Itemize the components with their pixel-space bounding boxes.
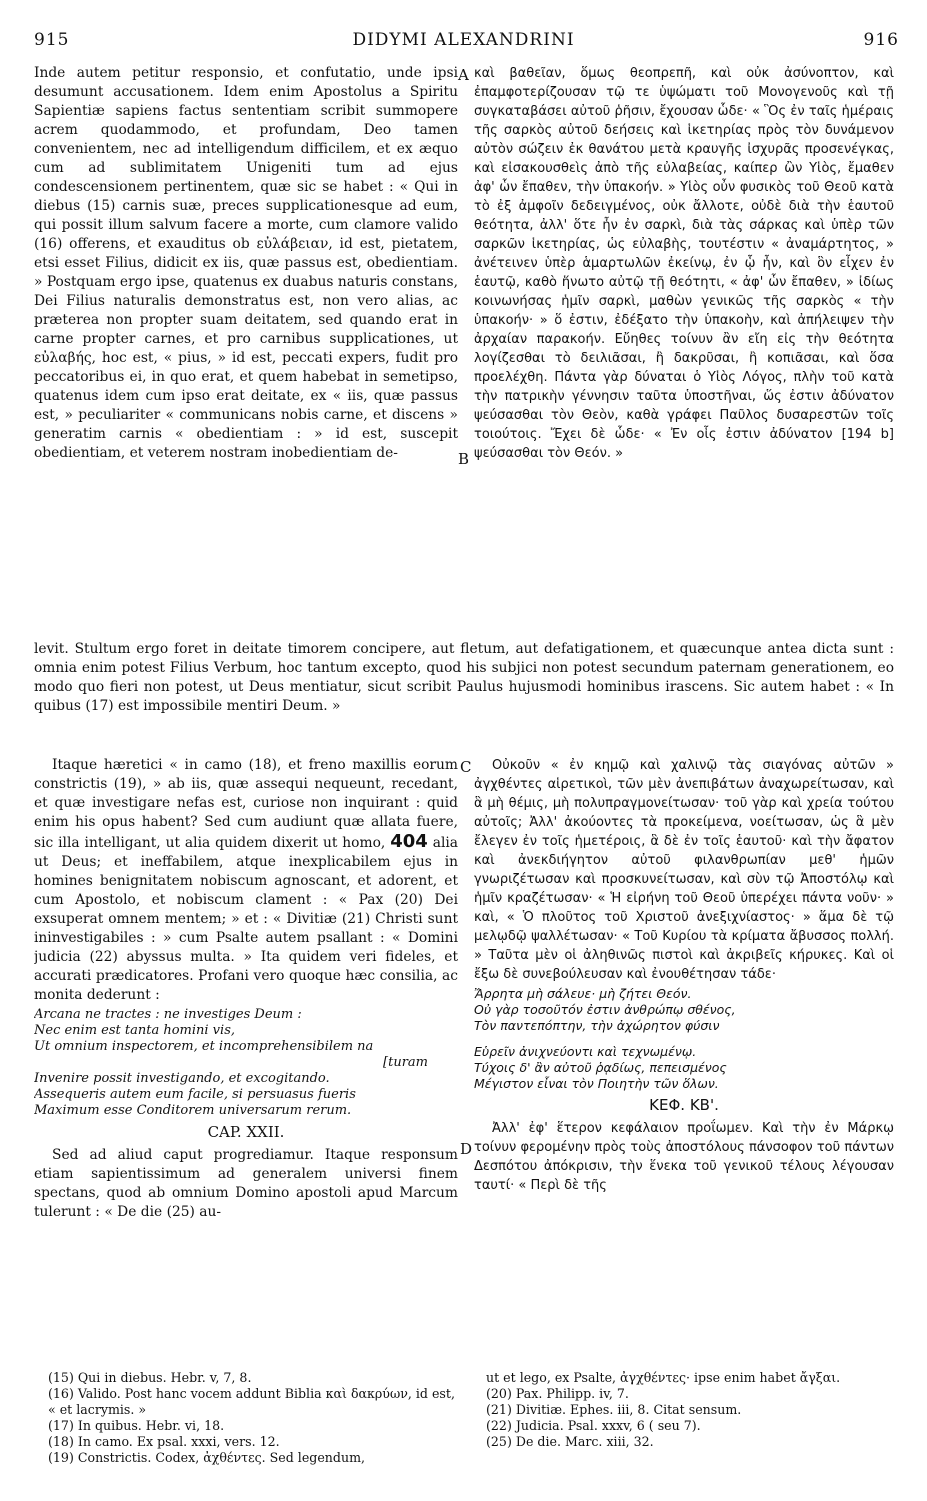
footnote: (15) Qui in diebus. Hebr. v, 7, 8. (48, 1370, 252, 1385)
footnotes-right (486, 1370, 896, 1450)
latin-verse (34, 1007, 458, 1119)
latin-chapter-paragraph: Sed ad aliud caput progrediamur. Itaque responsum etiam sapientissimum ad generalem universi finem spectans, quod ab omnium Domino apostoli apud Marcum tulerunt : « De die (25) au- (34, 1147, 458, 1220)
verse-line: Τὸν παντεπόπτην, τὴν ἀχώρητον φύσιν (474, 1018, 720, 1033)
inline-page-number: 404 (390, 831, 428, 852)
verse-line: Arcana ne tractes : ne investiges Deum : (34, 1007, 302, 1022)
verse-line: Nec enim est tanta homini vis, (34, 1023, 235, 1038)
full-width-passage (34, 640, 894, 750)
footnote: (20) Pax. Philipp. iv, 7. (486, 1386, 629, 1401)
marker-d: D (460, 1140, 473, 1158)
verse-line: Εὑρεῖν ἀνιχνεύοντι καὶ τεχνωμένῳ. (474, 1044, 697, 1059)
verse-line: Οὐ γὰρ τοσοῦτόν ἐστιν ἀνθρώπῳ σθένος, (474, 1002, 736, 1017)
footnote: ut et lego, ex Psalte, ἀγχθέντες· ipse enim habet ἄγξαι. (486, 1370, 841, 1385)
latin-column-bottom (34, 756, 458, 1356)
latin-text-part-1: Itaque hæretici « in camo (18), et freno maxillis eorum constrictis (19), » ab iis, quæ assequi nequeunt, recedant, et quæ investigare nefas est, curiose non inquirant : quid enim his opus habent? Sed cum audiunt quæ allata fuere, sic illa intelligant, ut alia quidem dixerit ut homo, (34, 757, 458, 851)
verse-line: Τύχοις δ' ἂν αὐτοῦ ῥᾳδίως, πεπεισμένος (474, 1060, 727, 1075)
verse-line: [turam (383, 1055, 428, 1070)
latin-paragraph: Inde autem petitur responsio, et confutatio, unde ipsi desumunt accusationem. Idem enim Apostolus a Spiritu Sapientiæ sapiens factus sententiam scribit summopere acrem quodammodo, et profundam, Deo tamen convenientem, nec ad intelligendum difficilem, et ex æquo cum ad sublimitatem Unigeniti tum ad ejus condescensionem pertinentem, quæ sic se habet : « Qui in diebus (15) carnis suæ, preces supplicationesque ad eum, qui possit illum salvum facere a morte, cum clamore valido (16) offerens, et exauditus ob εὐλάβειαν, id est, pietatem, etsi esset Filius, didicit ex iis, quæ passus est, obedientiam. » Postquam ergo ipse, quatenus ex duabus naturis constans, Dei Filius naturalis demonstratus est, non vero alias, ac præterea non propter suam deitatem, sed quando erat in carne propter carnes, et pro carnibus supplicationes, ut εὐλαβής, hoc est, « pius, » id est, peccati expers, fudit pro peccatoribus ei, in quo erat, et quem habebat in semetipso, quatenus idem cum ipso erat deitate, ex « iis, quæ passus est, » peculiariter « communicans nobis carne, et discens » generatim carnis « obedientiam : » id est, suscepit obedientiam, et veterem nostram inobedientiam de- (34, 65, 458, 461)
footnote: (19) Constrictis. Codex, ἀχθέντες. Sed legendum, (48, 1450, 366, 1465)
greek-chapter-paragraph: Ἀλλ' ἐφ' ἕτερον κεφάλαιον προΐωμεν. Καὶ τὴν ἐν Μάρκῳ τοίνυν φερομένην πρὸς τοὺς ἀποστόλους πάνσοφον τοῦ πάντων Δεσπότου ἀπόκρισιν, τὴν ἕνεκα τοῦ γενικοῦ τέλους λέγουσαν ταυτί· « Περὶ δὲ τῆς (474, 1121, 894, 1193)
greek-paragraph: καὶ βαθεῖαν, ὅμως θεοπρεπῆ, καὶ οὐκ ἀσύνοπτον, καὶ ἐπαμφοτερίζουσαν τῷ τε ὑψώματι τοῦ Μονογενοῦς καὶ τῇ συγκαταβάσει αὐτοῦ ῥῆσιν, ἔχουσαν ὧδε· « Ὃς ἐν ταῖς ἡμέραις τῆς σαρκὸς αὐτοῦ δεήσεις καὶ ἱκετηρίας πρὸς τὸν δυνάμενον αὐτὸν σώζειν ἐκ θανάτου μετὰ κραυγῆς ἰσχυρᾶς προσενέγκας, καὶ εἰσακουσθεὶς ἀπὸ τῆς εὐλαβείας, καίπερ ὢν Υἱὸς, ἔμαθεν ἀφ' ὧν ἔπαθεν, τὴν ὑπακοήν. » Υἱὸς οὖν φυσικὸς τοῦ Θεοῦ κατὰ τὸ ἐξ ἀμφοῖν δεδειγμένος, οὐκ ἄλλοτε, οὐδὲ διὰ τὴν ἑαυτοῦ θεότητα, ἀλλ' ὅτε ἦν ἐν σαρκὶ, διὰ τὰς σάρκας καὶ ὑπὲρ τῶν σαρκῶν ἱκετηρίας, ὡς εὐλαβὴς, τουτέστιν « ἀναμάρτητος, » ἀνέτεινεν ὑπὲρ ἁμαρτωλῶν ἐκείνῳ, ἐν ᾧ ἦν, καὶ ὃν εἶχεν ἐν ἑαυτῷ, καθὸ ἥνωτο αὐτῷ τῇ θεότητι, « ἀφ' ὧν ἔπαθεν, » ἰδίως κοινωνήσας ἡμῖν σαρκὶ, μαθὼν γενικῶς τῆς σαρκὸς « τὴν ὑπακοήν· » ὅ ἐστιν, ἐδέξατο τὴν ὑπακοὴν, καὶ ἀπήλειψεν τὴν ἀρχαίαν παρακοήν. Εὔηθες τοίνυν ἂν εἴη εἰς τὴν θεότητα λογίζεσθαι τὸ δειλιᾶσαι, ἢ δακρῦσαι, ἢ κοπιᾶσαι, καὶ ὅσα προελέχθη. Πάντα γὰρ δύναται ὁ Υἱὸς Λόγος, πλὴν τοῦ κατὰ τὴν πατρικὴν γέννησιν ταῦτα ὑποστῆναι, ὥς ἐστιν ἀδύνατον ψεύσασθαι τὸν Θεὸν, καθὰ γράφει Παῦλος δυσαρεστῶν τοῖς τοιούτοις. Ἔχει δὲ ὧδε· « Ἐν οἷς ἐστιν ἀδύνατον [194 b] ψεύσασθαι τὸν Θεόν. » (474, 66, 894, 461)
footnote: (17) In quibus. Hebr. vi, 18. (48, 1418, 225, 1433)
verse-line: Invenire possit investigando, et excogitando. (34, 1071, 330, 1086)
footnote: (16) Valido. Post hanc vocem addunt Biblia καὶ δακρύων, id est, « et lacrymis. » (48, 1386, 455, 1417)
footnote: (22) Judicia. Psal. xxxv, 6 ( seu 7). (486, 1418, 701, 1433)
verse-line: Μέγιστον εἶναι τὸν Ποιητὴν τῶν ὅλων. (474, 1076, 719, 1091)
verse-line: Assequeris autem eum facile, si persuasus fueris (34, 1087, 356, 1102)
marker-a: A (458, 66, 469, 84)
running-header (0, 30, 927, 56)
latin-text-part-2: alia ut Deus; et ineffabilem, atque inexplicabilem ejus in homines benignitatem nobiscum agnoscant, et adorent, et cum Apostolo, et nobiscum clament : « Pax (20) Dei exsuperat omnem mentem; » et : « Divitiæ (21) Christi sunt ininvestigabiles : » cum Psalte autem psallant : « Domini judicia (22) abyssus multa. » Ita quidem veri fideles, et accurati prædicatores. Profani vero quoque hæc consilia, ac monita dederunt : (34, 835, 458, 1003)
footnote: (18) In camo. Ex psal. xxxi, vers. 12. (48, 1434, 280, 1449)
footnote: (25) De die. Marc. xiii, 32. (486, 1434, 654, 1449)
latin-paragraph-2 (34, 756, 458, 1005)
footnotes-left (48, 1370, 458, 1466)
chapter-heading-latin: CAP. XXII. (207, 1123, 285, 1141)
verse-line: Ἄρρητα μὴ σάλευε· μὴ ζήτει Θεόν. (474, 986, 692, 1001)
running-title: DIDYMI ALEXANDRINI (352, 30, 575, 50)
greek-column-bottom (474, 756, 894, 1356)
marker-b: B (458, 450, 470, 468)
chapter-heading-greek: ΚΕΦ. ΚΒ'. (649, 1096, 719, 1114)
footnote: (21) Divitiæ. Ephes. iii, 8. Citat sensum. (486, 1402, 742, 1417)
greek-column-top (474, 64, 894, 629)
page-number-left: 915 (34, 30, 70, 50)
latin-column-top (34, 64, 458, 644)
greek-paragraph-2: Οὐκοῦν « ἐν κημῷ καὶ χαλινῷ τὰς σιαγόνας αὐτῶν » ἀγχθέντες αἱρετικοὶ, τῶν μὲν ἀνεπιβάτων ἀναχωρείτωσαν, καὶ ἃ μὴ θέμις, μὴ πολυπραγμονείτωσαν· τοῦ γὰρ καὶ χρεία τούτου αὐτοῖς; Ἀλλ' ἀκούοντες τὰ προκείμενα, νοείτωσαν, ὡς ἃ μὲν ἔλεγεν ἐν τοῖς ἡμετέροις, ἃ δὲ ἐν τοῖς ἑαυτοῦ· καὶ τὴν ἄφατον καὶ ἀνεκδιήγητον αὐτοῦ φιλανθρωπίαν μεθ' ἡμῶν γνωριζέτωσαν καὶ προσκυνείτωσαν, καὶ σὺν τῷ Ἀποστόλῳ καὶ ἡμῖν κραζέτωσαν· « Ἡ εἰρήνη τοῦ Θεοῦ ὑπερέχει πάντα νοῦν· » καὶ, « Ὁ πλοῦτος τοῦ Χριστοῦ ἀνεξιχνίαστος· » ἅμα δὲ τῷ μελῳδῷ ψαλλέτωσαν· « Τοῦ Κυρίου τὰ κρίματα ἄβυσσος πολλή. » Ταῦτα μὲν οἱ ἀληθινῶς πιστοὶ καὶ ἀκριβεῖς κήρυκες. Καὶ οἱ ἔξω δὲ συνεβούλευσαν καὶ ἐνουθέτησαν τάδε· (474, 758, 894, 982)
marker-c: C (460, 758, 472, 776)
page-number-right: 916 (863, 30, 899, 50)
verse-line: Maximum esse Conditorem universarum rerum. (34, 1103, 352, 1118)
full-width-paragraph: levit. Stultum ergo foret in deitate timorem concipere, aut fletum, aut defatigationem, et quæcunque antea dicta sunt : omnia enim potest Filius Verbum, hoc tantum excepto, quod his subjici non potest secundum paternam generationem, eo modo quo fieri non potest, ut Deus mentiatur, sicut scribit Paulus hujusmodi hominibus irascens. Sic autem habet : « In quibus (17) est impossibile mentiri Deum. » (34, 641, 894, 714)
verse-line: Ut omnium inspectorem, et incomprehensibilem na (34, 1039, 374, 1054)
greek-verse (474, 986, 894, 1092)
